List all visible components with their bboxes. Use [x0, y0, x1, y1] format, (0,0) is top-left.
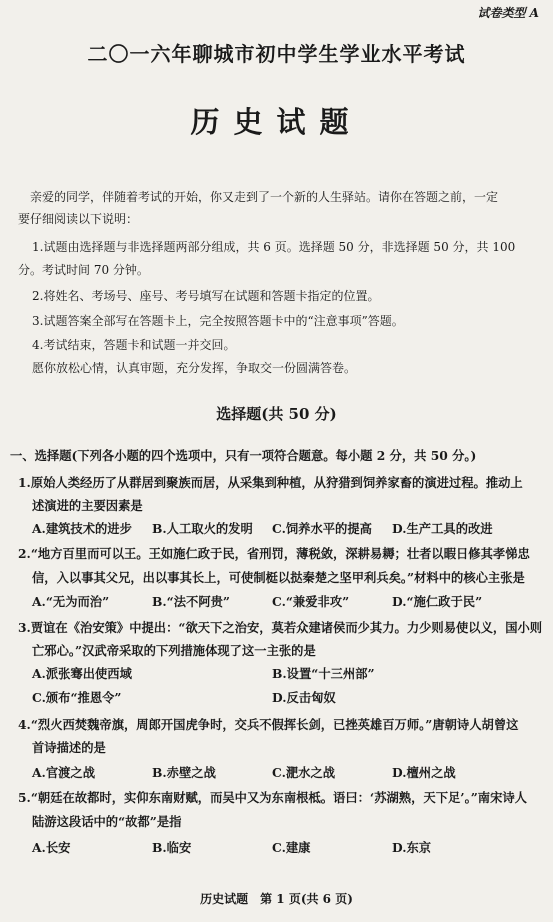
question-5-line-1: 5.“朝廷在故都时，实仰东南财赋，而吴中又为东南根柢。语曰：‘苏湖熟，天下足’。”南宋诗人	[18, 790, 527, 805]
page-footer: 历史试题 第 1 页(共 6 页)	[200, 892, 353, 906]
option-b: B.设置“十三州部”	[272, 666, 375, 681]
question-4-line-2: 首诗描述的是	[32, 740, 106, 755]
option-c: C.饲养水平的提高	[272, 521, 372, 536]
instruction-item-4: 4.考试结束，答题卡和试题一并交回。	[32, 338, 236, 352]
question-1-line-2: 述演进的主要因素是	[32, 498, 143, 513]
option-b: B.赤壁之战	[152, 765, 216, 780]
wish-line: 愿你放松心情，认真审题，充分发挥，争取交一份圆满答卷。	[32, 361, 357, 375]
option-c: C.颁布“推恩令”	[32, 690, 122, 705]
instruction-item-1: 1.试题由选择题与非选择题两部分组成，共 6 页。选择题 50 分，非选择题 50 分，共 100	[32, 240, 516, 254]
question-5-line-2: 陆游这段话中的“故都”是指	[32, 814, 182, 829]
option-c: C.建康	[272, 840, 311, 855]
option-d: D.生产工具的改进	[392, 521, 493, 536]
intro-line-1: 亲爱的同学，伴随着考试的开始，你又走到了一个新的人生驿站。请你在答题之前，一定	[30, 190, 499, 204]
option-a: A.派张骞出使西域	[32, 666, 132, 681]
question-2-line-1: 2.“地方百里而可以王。王如施仁政于民，省刑罚，薄税敛，深耕易耨；壮者以暇日修其孝悌忠	[18, 546, 530, 561]
option-a: A.长安	[32, 840, 71, 855]
option-d: D.反击匈奴	[272, 690, 336, 705]
section-instruction: 一、选择题(下列各小题的四个选项中，只有一项符合题意。每小题 2 分，共 50 分。)	[10, 448, 477, 463]
option-b: B.“法不阿贵”	[152, 594, 231, 609]
question-4-line-1: 4.“烈火西焚魏帝旗，周郎开国虎争时，交兵不假挥长剑，已挫英雄百万师。”唐朝诗人胡曾这	[18, 717, 519, 732]
option-c: C.“兼爱非攻”	[272, 594, 350, 609]
subject-title: 历史试题	[190, 105, 363, 139]
question-3-line-2: 亡邪心。”汉武帝采取的下列措施体现了这一主张的是	[32, 643, 316, 658]
instruction-item-1-cont: 分。考试时间 70 分钟。	[18, 263, 149, 277]
option-a: A.官渡之战	[32, 765, 96, 780]
section-title: 选择题(共 50 分)	[216, 405, 337, 423]
question-3-line-1: 3.贾谊在《治安策》中提出：“欲天下之治安，莫若众建诸侯而少其力。力少则易使以义，国小则	[18, 620, 543, 635]
option-a: A.建筑技术的进步	[32, 521, 132, 536]
question-2-line-2: 信，入以事其父兄，出以事其长上，可使制梃以挞秦楚之坚甲利兵矣。”材料中的核心主张是	[32, 570, 525, 585]
option-d: D.檀州之战	[392, 765, 456, 780]
option-d: D.“施仁政于民”	[392, 594, 483, 609]
option-a: A.“无为而治”	[32, 594, 110, 609]
intro-line-2: 要仔细阅读以下说明：	[18, 212, 139, 226]
option-b: B.人工取火的发明	[152, 521, 253, 536]
paper-type-label: 试卷类型 A	[477, 6, 539, 20]
option-b: B.临安	[152, 840, 192, 855]
exam-title: 二〇一六年聊城市初中学生学业水平考试	[87, 42, 466, 66]
option-d: D.东京	[392, 840, 432, 855]
instruction-item-3: 3.试题答案全部写在答题卡上，完全按照答题卡中的“注意事项”答题。	[32, 314, 404, 328]
instruction-item-2: 2.将姓名、考场号、座号、考号填写在试题和答题卡指定的位置。	[32, 289, 380, 303]
option-c: C.淝水之战	[272, 765, 336, 780]
question-1-line-1: 1.原始人类经历了从群居到聚族而居，从采集到种植，从狩猎到饲养家畜的演进过程。推动上	[18, 475, 523, 490]
